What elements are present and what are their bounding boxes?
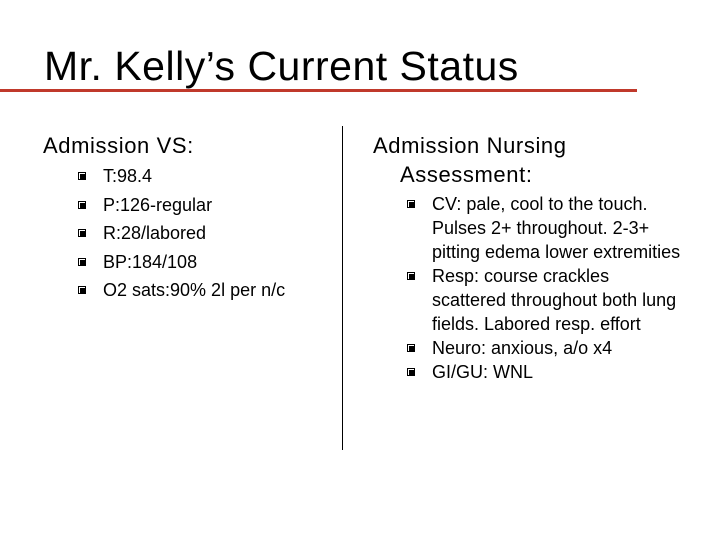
heading-line-1: Admission Nursing (373, 133, 567, 158)
list-item (407, 336, 687, 360)
list-item (407, 192, 687, 264)
square-bullet-icon (407, 344, 415, 352)
square-bullet-icon (78, 172, 86, 180)
square-bullet-icon (78, 258, 86, 266)
square-bullet-icon (407, 200, 415, 208)
list-item (78, 164, 328, 188)
list-item-text: Resp: course crackles scattered throughout both lung fields. Labored resp. effort (432, 266, 677, 334)
title-underline (0, 89, 637, 92)
list-item-text: Neuro: anxious, a/o x4 (432, 338, 613, 358)
list-item-text: CV: pale, cool to the touch. Pulses 2+ throughout. 2-3+ pitting edema lower extremities (432, 194, 681, 262)
list-item (78, 193, 328, 217)
column-divider (342, 126, 343, 450)
assessment-list (407, 192, 687, 384)
list-item-text: R:28/labored (103, 223, 207, 244)
square-bullet-icon (407, 272, 415, 280)
nursing-assessment-heading (373, 131, 673, 189)
admission-vs-heading: Admission VS: (43, 133, 194, 158)
list-item-text: BP:184/108 (103, 251, 198, 272)
list-item-text: GI/GU: WNL (432, 362, 534, 382)
square-bullet-icon (78, 201, 86, 209)
list-item (407, 360, 687, 384)
square-bullet-icon (407, 368, 415, 376)
list-item-text: P:126-regular (103, 194, 213, 215)
list-item-text: O2 sats:90% 2l per n/c (103, 280, 286, 301)
square-bullet-icon (78, 229, 86, 237)
heading-line-2: Assessment: (400, 162, 533, 187)
list-item (78, 250, 328, 274)
list-item (78, 278, 328, 302)
list-item-text: T:98.4 (103, 166, 153, 186)
slide-title: Mr. Kelly’s Current Status (44, 43, 519, 89)
vital-signs-list (78, 164, 328, 307)
square-bullet-icon (78, 286, 86, 294)
list-item (407, 264, 687, 336)
list-item (78, 221, 328, 245)
